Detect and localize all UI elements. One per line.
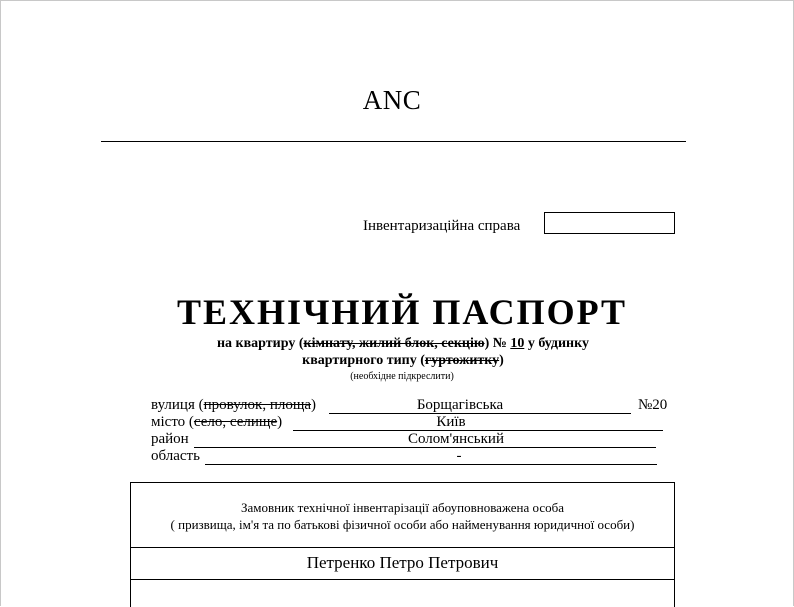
customer-header-line-2: ( призвища, ім'я та по батькові фізичної особи або найменування юридичної особи) bbox=[170, 517, 635, 532]
underline-note: (необхідне підкреслити) bbox=[350, 371, 454, 382]
street-label: вулиця (провулок, площа) bbox=[151, 397, 317, 413]
inventory-case-label: Інвентаризаційна справа bbox=[363, 218, 521, 234]
city-label: місто (село, селище) bbox=[151, 414, 283, 430]
inventory-case-box bbox=[544, 212, 675, 234]
title-subline-1: на квартиру (кімнату, жилий блок, секцію) № 10 у будинку bbox=[216, 336, 589, 351]
struck-option-dormitory: гуртожитку bbox=[424, 353, 500, 368]
document-title: ТЕХНІЧНИЙ ПАСПОРТ bbox=[176, 292, 628, 332]
header-rule bbox=[101, 141, 686, 142]
street-value: Борщагівська bbox=[416, 397, 504, 413]
city-value: Київ bbox=[436, 414, 466, 430]
title-subline-2: квартирного типу (гуртожитку) bbox=[302, 353, 504, 368]
apartment-number: 10 bbox=[510, 336, 525, 351]
organization-name: ANC bbox=[362, 85, 422, 115]
customer-table-header bbox=[131, 483, 674, 548]
customer-name: Петренко Петро Петрович bbox=[131, 548, 674, 580]
customer-table bbox=[130, 482, 675, 607]
region-value: - bbox=[456, 448, 462, 464]
customer-header-line-1: Замовник технічної інвентарізації абоуповноважена особа bbox=[241, 500, 564, 515]
district-label: район bbox=[151, 431, 189, 447]
district-value: Солом'янський bbox=[408, 431, 504, 447]
region-label: область bbox=[151, 448, 200, 464]
struck-options-room: кімнату, жилий блок, секцію bbox=[303, 336, 485, 351]
house-number: №20 bbox=[638, 397, 668, 413]
